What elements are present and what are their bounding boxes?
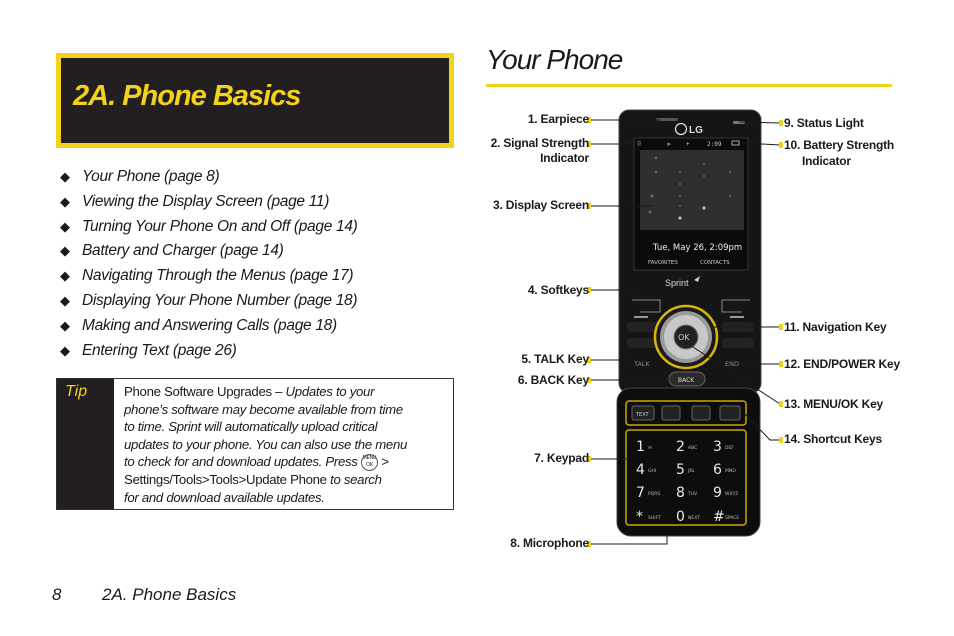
toc-item[interactable]: ◆ Displaying Your Phone Number (page 18) xyxy=(60,291,358,309)
keypad-key-letters: JKL xyxy=(688,469,695,474)
keypad-key-letters: WXYZ xyxy=(725,492,739,497)
diamond-bullet-icon: ◆ xyxy=(60,292,70,308)
back-key-label: BACK xyxy=(678,377,695,384)
callout-shortcut-keys: 14. Shortcut Keys xyxy=(784,432,882,446)
diamond-bullet-icon: ◆ xyxy=(60,193,70,209)
keypad-key-number[interactable]: 1 xyxy=(636,439,645,455)
keypad-key-number[interactable]: 7 xyxy=(636,485,645,501)
keypad-key-number[interactable]: 8 xyxy=(676,485,685,501)
sprint-logo: Sprint xyxy=(665,278,689,288)
callout-talk-key: 5. TALK Key xyxy=(521,352,589,366)
keypad-key-number[interactable]: # xyxy=(713,509,725,525)
callout-navigation-key: 11. Navigation Key xyxy=(784,320,887,334)
callout-display-screen: 3. Display Screen xyxy=(493,198,589,212)
toc-item[interactable]: ◆ Your Phone (page 8) xyxy=(60,168,220,185)
callout-battery-strength-2: Indicator xyxy=(802,154,851,168)
callout-microphone: 8. Microphone xyxy=(510,536,589,550)
callout-end-power-key: 12. END/POWER Key xyxy=(784,357,900,371)
keypad-key-letters: TUV xyxy=(688,492,698,497)
diamond-bullet-icon: ◆ xyxy=(60,218,70,234)
callout-back-key: 6. BACK Key xyxy=(517,373,589,387)
diamond-bullet-icon: ◆ xyxy=(60,243,70,259)
callout-signal-strength: 2. Signal Strength xyxy=(490,136,589,150)
keypad-key-letters: MNO xyxy=(725,469,736,474)
keypad-key-letters: NEXT xyxy=(688,516,700,521)
keypad-key-number[interactable]: 2 xyxy=(676,439,685,455)
tip-heading: Phone Software Upgrades xyxy=(124,384,272,399)
screen-date: Tue, May 26, 2:09pm xyxy=(653,243,743,253)
diamond-bullet-icon: ◆ xyxy=(60,317,70,333)
tip-label: Tip xyxy=(65,383,88,400)
lg-logo: LG xyxy=(689,125,703,136)
callout-status-light: 9. Status Light xyxy=(784,116,864,130)
toc-item[interactable]: ◆ Viewing the Display Screen (page 11) xyxy=(60,192,330,210)
text-shortcut-label: TEXT xyxy=(636,412,649,418)
svg-text:⊳: ⊳ xyxy=(667,141,671,148)
keypad-key-number[interactable]: 5 xyxy=(676,462,685,478)
toc-item[interactable]: ◆ Entering Text (page 26) xyxy=(60,341,237,359)
callout-signal-strength-2: Indicator xyxy=(540,151,589,165)
ok-key-label: OK xyxy=(678,333,690,342)
keypad-key-number[interactable]: 6 xyxy=(713,462,722,478)
section-title: 2A. Phone Basics xyxy=(73,80,301,112)
toc-item[interactable]: ◆ Making and Answering Calls (page 18) xyxy=(60,316,337,334)
talk-key-label: TALK xyxy=(634,360,650,368)
tip-text: Phone Software Upgrades – Updates to your phone’s software may become available from time to time. Sprint will automatically upload critical updates to your phone. You can also use the menu to check for and download updates. Press MENU OK > Settings/Tools>Tools>Update Phone to search for and download available updates. xyxy=(124,384,408,505)
keypad-key-number[interactable]: 0 xyxy=(676,509,685,525)
diamond-bullet-icon: ◆ xyxy=(60,342,70,358)
keypad-key-number[interactable]: 3 xyxy=(713,439,722,455)
keypad-key-number[interactable]: 9 xyxy=(713,485,722,501)
keypad-key-letters: SHIFT xyxy=(648,516,661,521)
callout-softkeys: 4. Softkeys xyxy=(527,283,589,297)
diamond-bullet-icon: ◆ xyxy=(60,268,70,284)
keypad-key-letters: ✉ xyxy=(648,446,652,451)
svg-text:⠿: ⠿ xyxy=(637,141,642,148)
screen-softkey-left: FAVORITES xyxy=(648,260,678,266)
toc-item[interactable]: ◆ Navigating Through the Menus (page 17) xyxy=(60,267,354,285)
diamond-bullet-icon: ◆ xyxy=(60,169,70,184)
svg-text:2:09: 2:09 xyxy=(707,141,722,148)
callout-keypad: 7. Keypad xyxy=(534,451,589,465)
footer-section-name: 2A. Phone Basics xyxy=(102,585,237,604)
screen-softkey-right: CONTACTS xyxy=(700,260,730,266)
keypad-key-letters: ABC xyxy=(688,446,698,451)
phone-section-title: Your Phone xyxy=(486,44,623,75)
keypad-key-letters: GHI xyxy=(648,469,657,474)
keypad-key-letters: DEF xyxy=(725,446,734,451)
keypad-key-number[interactable]: 4 xyxy=(636,462,645,478)
svg-text:+: + xyxy=(686,141,690,148)
keypad-key-letters: SPACE xyxy=(725,516,740,521)
callout-battery-strength: 10. Battery Strength xyxy=(784,138,895,152)
settings-path: Settings/Tools>Tools>Update Phone xyxy=(124,472,327,488)
footer-page-number: 8 xyxy=(52,585,62,604)
keypad-key-letters: PQRS xyxy=(648,492,661,497)
menu-ok-key-icon: MENU OK xyxy=(361,454,378,471)
keypad-key-number[interactable]: * xyxy=(636,509,643,525)
end-key-label: END xyxy=(725,360,739,368)
callout-menu-ok-key: 13. MENU/OK Key xyxy=(784,397,884,411)
toc-item[interactable]: ◆ Turning Your Phone On and Off (page 14) xyxy=(60,217,358,235)
callout-earpiece: 1. Earpiece xyxy=(527,112,589,126)
toc-item[interactable]: ◆ Battery and Charger (page 14) xyxy=(60,242,284,260)
